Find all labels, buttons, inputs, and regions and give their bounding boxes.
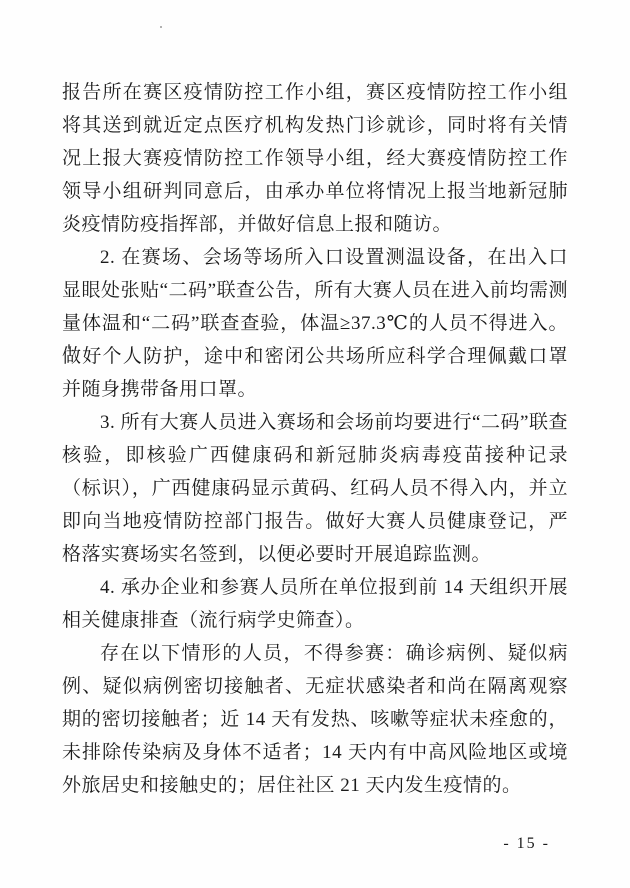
- paragraph-item-2: 2. 在赛场、会场等场所入口设置测温设备，在出入口显眼处张贴“二码”联查公告，所有大赛人员在进入前均需测量体温和“二码”联查查验，体温≥37.3℃的人员不得进入。做好个人防护，途中和密闭公共场所应科学合理佩戴口罩并随身携带备用口罩。: [62, 247, 568, 400]
- page-number: - 15 -: [503, 835, 550, 852]
- scan-speck: [160, 26, 162, 28]
- document-body-text: [62, 76, 568, 802]
- paragraph-item-4: 4. 承办企业和参赛人员所在单位报到前 14 天组织开展相关健康排查（流行病学史筛查）。: [62, 577, 568, 631]
- paragraph-exclusions: 存在以下情形的人员，不得参赛：确诊病例、疑似病例、疑似病例密切接触者、无症状感染者和尚在隔离观察期的密切接触者；近 14 天有发热、咳嗽等症状未痊愈的，未排除传染病及身体不适者；14 天内有中高风险地区或境外旅居史和接触史的；居住社区 21 天内发生疫情的。: [62, 643, 568, 796]
- paragraph-item-3: 3. 所有大赛人员进入赛场和会场前均要进行“二码”联查核验，即核验广西健康码和新冠肺炎病毒疫苗接种记录（标识），广西健康码显示黄码、红码人员不得入内，并立即向当地疫情防控部门报告。做好大赛人员健康登记，严格落实赛场实名签到，以便必要时开展追踪监测。: [62, 412, 568, 565]
- paragraph-continuation: 报告所在赛区疫情防控工作小组，赛区疫情防控工作小组将其送到就近定点医疗机构发热门诊就诊，同时将有关情况上报大赛疫情防控工作领导小组，经大赛疫情防控工作领导小组研判同意后，由承办单位将情况上报当地新冠肺炎疫情防疫指挥部，并做好信息上报和随访。: [62, 82, 568, 235]
